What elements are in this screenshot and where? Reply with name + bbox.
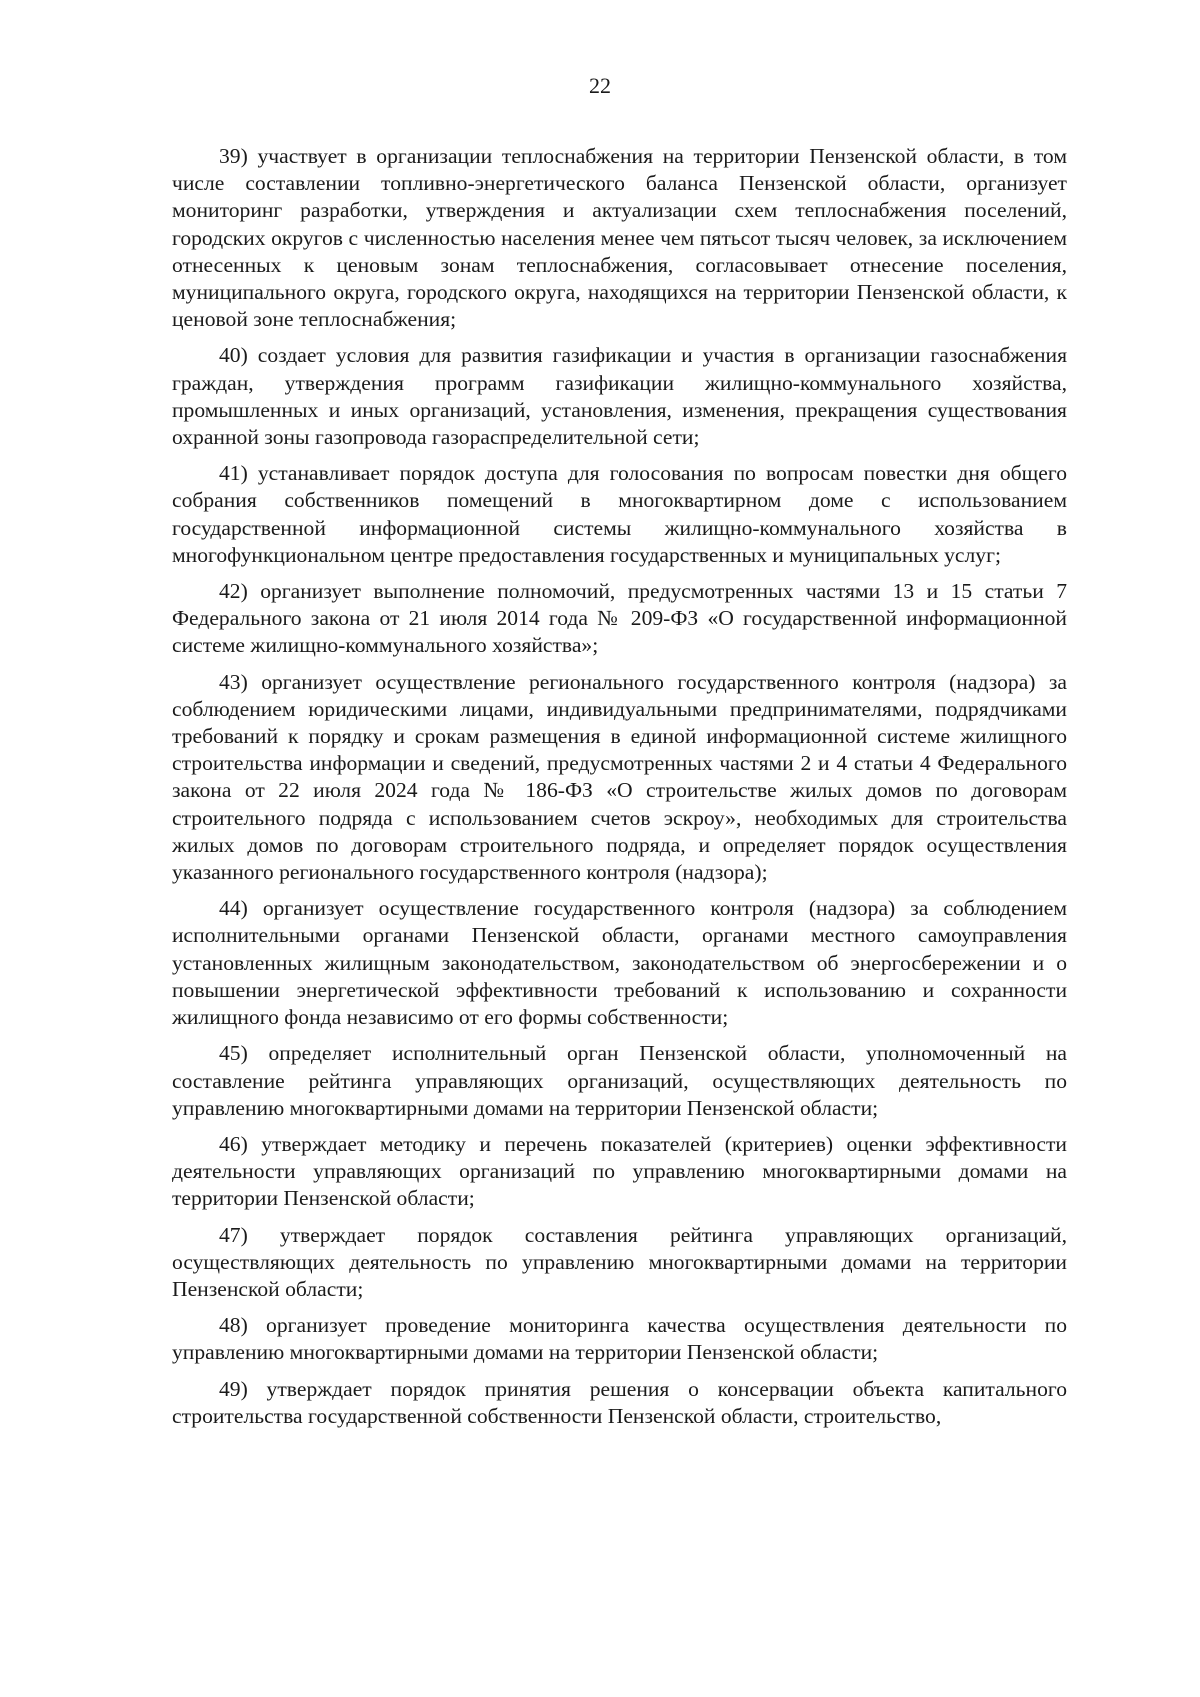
- paragraph-43: 43) организует осуществление регионального государственного контроля (надзора) за соблюдением юридическими лицами, индивидуальными предпринимателями, подрядчиками требований к порядку и срокам размещения в единой информационной системе жилищного строительства информации и сведений, предусмотренных частями 2 и 4 статьи 4 Федерального закона от 22 июля 2024 года № 186-ФЗ «О строительстве жилых домов по договорам строительного подряда с использованием счетов эскроу», необходимых для строительства жилых домов по договорам строительного подряда, и определяет порядок осуществления указанного регионального государственного контроля (надзора);: [172, 669, 1067, 885]
- paragraph-42: 42) организует выполнение полномочий, предусмотренных частями 13 и 15 статьи 7 Федерального закона от 21 июля 2014 года № 209-ФЗ «О государственной информационной системе жилищно-коммунального хозяйства»;: [172, 579, 1067, 658]
- paragraph-44: 44) организует осуществление государственного контроля (надзора) за соблюдением исполнительными органами Пензенской области, органами местного самоуправления установленных жилищным законодательством, законодательством об энергосбережении и о повышении энергетической эффективности требований к использованию и сохранности жилищного фонда независимо от его формы собственности;: [172, 896, 1067, 1030]
- paragraph-48: 48) организует проведение мониторинга качества осуществления деятельности по управлению многоквартирными домами на территории Пензенской области;: [172, 1313, 1067, 1365]
- paragraph-46: 46) утверждает методику и перечень показателей (критериев) оценки эффективности деятельности управляющих организаций по управлению многоквартирными домами на территории Пензенской области;: [172, 1131, 1067, 1211]
- paragraph-47: 47) утверждает порядок составления рейтинга управляющих организаций, осуществляющих деятельность по управлению многоквартирными домами на территории Пензенской области;: [172, 1222, 1067, 1301]
- paragraph-40: 40) создает условия для развития газификации и участия в организации газоснабжения граждан, утверждения программ газификации жилищно-коммунального хозяйства, промышленных и иных организаций, установления, изменения, прекращения существования охранной зоны газопровода газораспределительной сети;: [172, 343, 1067, 450]
- page-number: 22: [589, 73, 611, 98]
- paragraph-41: 41) устанавливает порядок доступа для голосования по вопросам повестки дня общего собрания собственников помещений в многоквартирном доме с использованием государственной информационной системы жилищно-коммунального хозяйства в многофункциональном центре предоставления государственных и муниципальных услуг;: [172, 461, 1067, 567]
- paragraph-49: 49) утверждает порядок принятия решения о консервации объекта капитального строительства государственной собственности Пензенской области, строительство,: [172, 1376, 1067, 1428]
- paragraph-39: 39) участвует в организации теплоснабжения на территории Пензенской области, в том числе составлении топливно-энергетического баланса Пензенской области, организует мониторинг разработки, утверждения и актуализации схем теплоснабжения поселений, городских округов с численностью населения менее чем пятьсот тысяч человек, за исключением отнесенных к ценовым зонам теплоснабжения, согласовывает отнесение поселения, муниципального округа, городского округа, находящихся на территории Пензенской области, к ценовой зоне теплоснабжения;: [172, 144, 1067, 332]
- document-body: [172, 143, 1067, 1439]
- paragraph-45: 45) определяет исполнительный орган Пензенской области, уполномоченный на составление рейтинга управляющих организаций, осуществляющих деятельность по управлению многоквартирными домами на территории Пензенской области;: [172, 1041, 1067, 1120]
